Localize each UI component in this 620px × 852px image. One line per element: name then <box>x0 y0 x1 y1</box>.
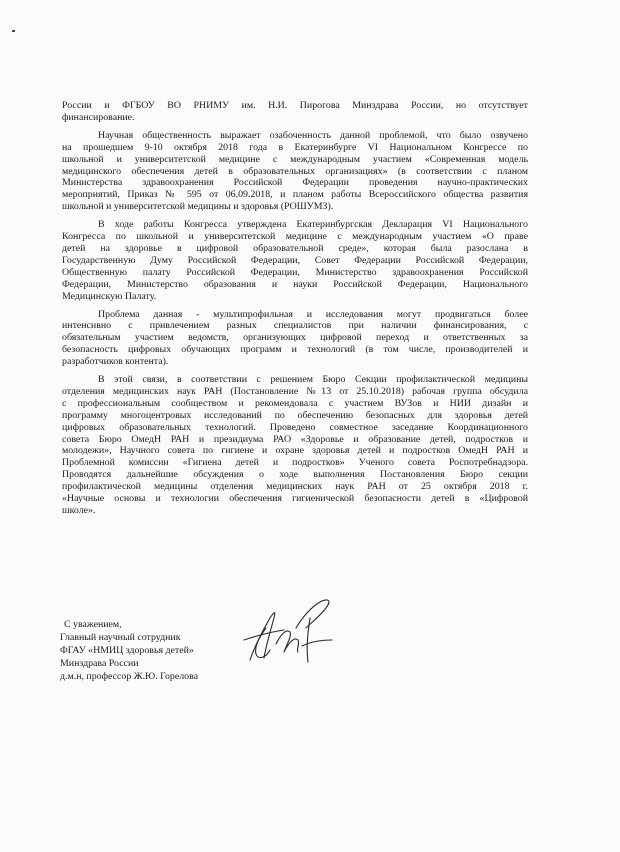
text-line: Государственную Думу Российской Федерации, Совет Федерации Российской Федерации, <box>62 254 528 266</box>
text-line: школе». <box>62 505 96 516</box>
paragraph-p4 <box>62 309 528 369</box>
closing-phrase: С уважением, <box>64 619 122 630</box>
text-line: детей на здоровье в цифровой образовательной среде», которая была разослана в <box>62 242 528 254</box>
text-line: на прошедшем 9-10 октября 2018 года в Екатеринбурге VI Национальном Конгрессе по <box>62 141 528 153</box>
text-line: цифровых образовательных технологий. Проведено совместное заседание Координационного <box>62 421 528 433</box>
text-line: Министерства здравоохранения Российской Федерации проведения научно-практических <box>62 177 528 189</box>
text-line: В ходе работы Конгресса утверждена Екатеринбургская Декларация VI Национального <box>98 219 528 231</box>
text-line: молодежи», Научного совета по гигиене и охране здоровья детей и подростков ОмедН РАН и <box>62 445 528 457</box>
text-line: медицинского обеспечения детей в образовательных организациях» (в соответствии с планом <box>62 165 528 177</box>
text-line: Научная общественность выражает озабоченность данной проблемой, что было озвучено <box>98 129 528 141</box>
text-line: Федерации, Министерство образования и науки Российской Федерации, Национального <box>62 278 528 290</box>
scan-speck <box>12 30 15 32</box>
text-line: В этой связи, в соответствии с решением Бюро Секции профилактической медицины <box>98 374 528 386</box>
signature-block <box>60 618 260 683</box>
paragraph-p1 <box>62 100 528 124</box>
text-line: школьной и университетской медицины и здоровья (РОШУМЗ). <box>62 201 334 213</box>
text-line: Общественную палату Российской Федерации, Министерство здравоохранения Российской <box>62 266 528 278</box>
letter-body <box>62 100 528 523</box>
signer-name: д.м.н, профессор Ж.Ю. Горелова <box>60 671 199 682</box>
text-line: обязательным участием ведомств, организующих цифровой переход и ответственных за <box>62 332 528 344</box>
text-line: разработчиков контента). <box>62 356 169 368</box>
text-line: мероприятий, Приказ № 595 от 06.09.2018, и планом работы Всероссийского общества развития <box>62 189 528 201</box>
text-line: интенсивно с привлечением разных специалистов при наличии финансирования, с <box>62 320 528 332</box>
text-line: России и ФГБОУ ВО РНИМУ им. Н.И. Пирогова Минздрава России, но отсутствует <box>62 100 528 111</box>
paragraph-p3 <box>62 219 528 302</box>
paragraph-p2 <box>62 130 528 213</box>
text-line: «Научные основы и технологии обеспечения гигиенической безопасности детей в «Цифровой <box>62 493 528 505</box>
text-line: финансирование. <box>62 111 135 123</box>
signer-organization: ФГАУ «НМИЦ здоровья детей» <box>60 645 194 656</box>
text-line: отделения медицинских наук РАН (Постановление №13 от 25.10.2018) рабочая группа обсудила <box>62 385 528 397</box>
text-line: совета Бюро ОмедН РАН и президиума РАО «Здоровье и образование детей, подростков и <box>62 433 528 445</box>
text-line: Проводятся дальнейшие обсуждения о ходе выполнения Постановления Бюро секции <box>62 469 528 481</box>
paragraph-p5 <box>62 374 528 517</box>
text-line: Проблемной комиссии «Гигиена детей и подростков» Ученого совета Роспотребнадзора. <box>62 457 528 469</box>
text-line: Проблема данная - мультипрофильная и исследования могут продвигаться более <box>98 308 528 320</box>
text-line: школьной и университетской медицине с международным участием «Современная модель <box>62 153 528 165</box>
text-line: безопасность цифровых обучающих программ и технологий (в том числе, производителей и <box>62 344 528 356</box>
text-line: с профессиональным сообществом и рекомендовала с участием ВУЗов и НИИ дизайн и <box>62 397 528 409</box>
signer-position: Главный научный сотрудник <box>60 632 181 643</box>
text-line: программу многоцентровых исследований по обеспечению безопасных для здоровья детей <box>62 409 528 421</box>
text-line: Медицинскую Палату. <box>62 290 157 302</box>
text-line: Конгресса по школьной и университетской медицине с международным участием «О праве <box>62 231 528 243</box>
text-line: профилактической медицины отделения медицинских наук РАН от 25 октября 2018 г. <box>62 481 528 493</box>
signer-ministry: Минздрава России <box>60 658 139 669</box>
